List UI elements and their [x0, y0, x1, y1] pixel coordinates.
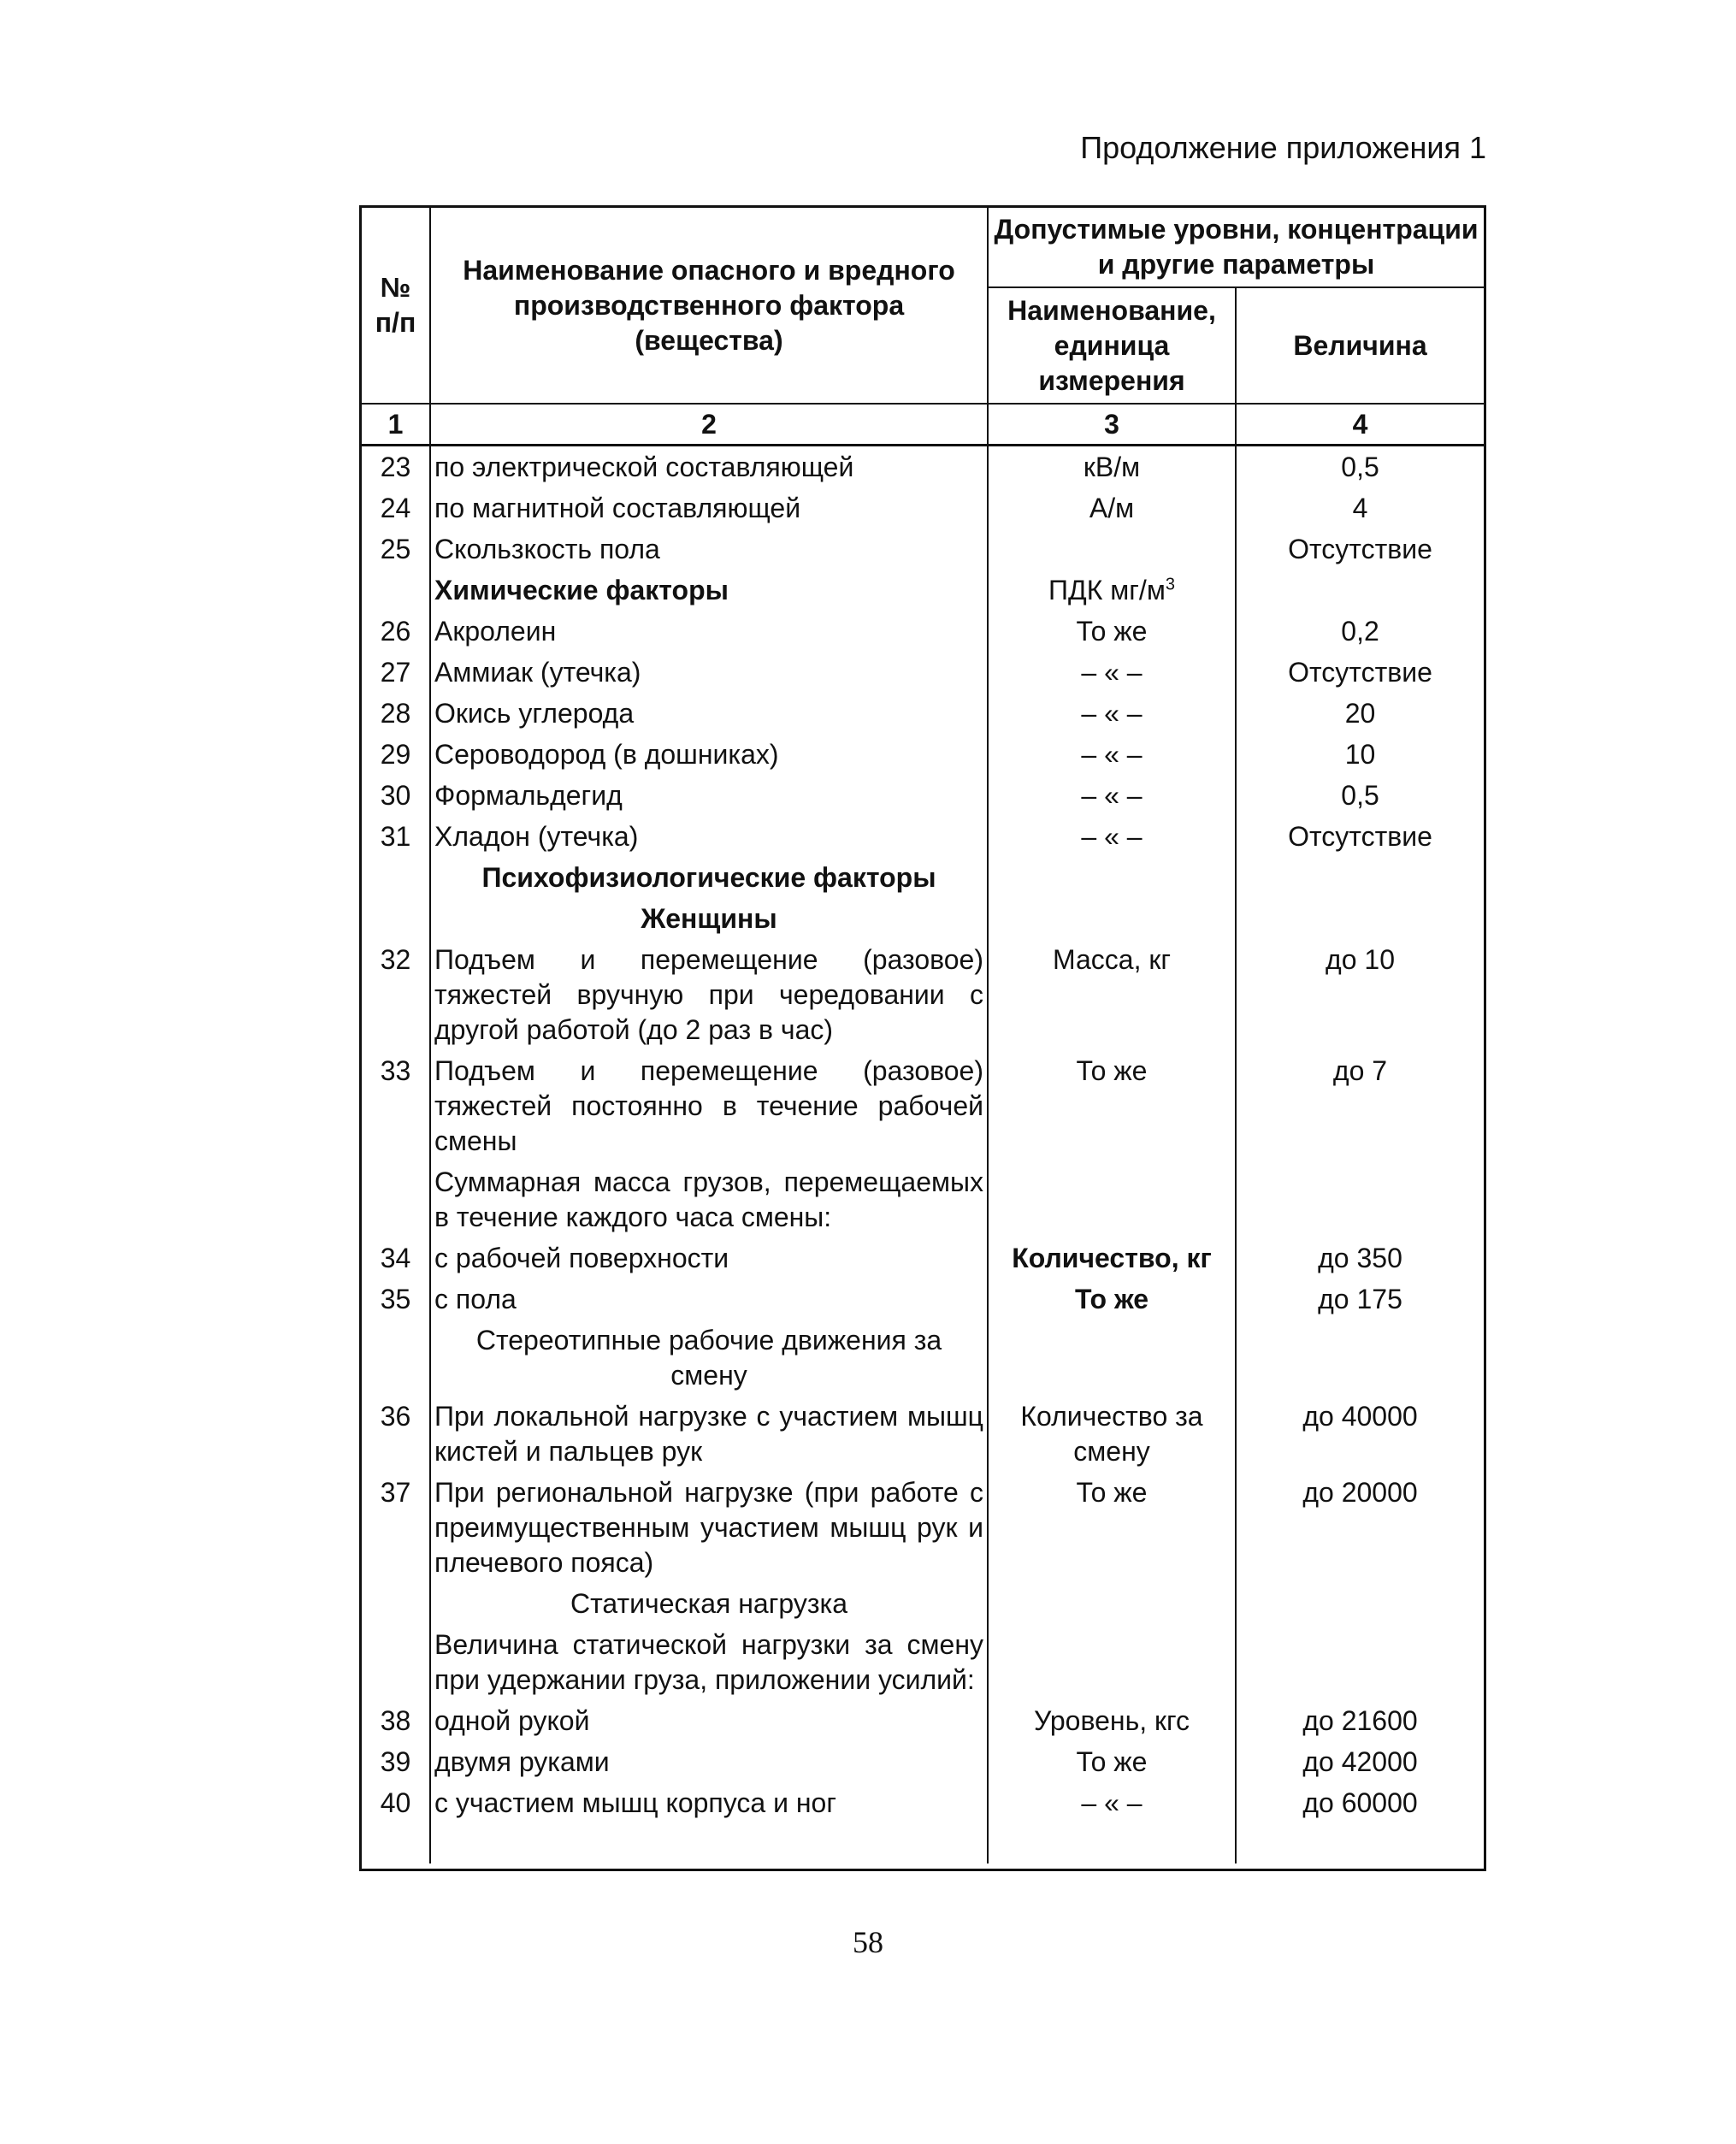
- table-row: [362, 1700, 1484, 1741]
- unit: То же: [988, 1741, 1236, 1782]
- section-title: Женщины: [430, 898, 988, 939]
- unit: То же: [988, 1472, 1236, 1583]
- row-number: 26: [362, 611, 430, 652]
- value: [1236, 1624, 1484, 1700]
- value: [1236, 857, 1484, 898]
- row-number: [362, 857, 430, 898]
- factor-name: Хладон (утечка): [430, 816, 988, 857]
- factor-name: Акролеин: [430, 611, 988, 652]
- regulation-table-frame: [359, 205, 1486, 1871]
- column-number-1: 1: [362, 404, 430, 446]
- unit: [988, 570, 1236, 611]
- regulation-table: [362, 208, 1484, 1863]
- table-row: [362, 611, 1484, 652]
- factor-name: Скользкость пола: [430, 529, 988, 570]
- row-number: [362, 1583, 430, 1624]
- value: до 175: [1236, 1279, 1484, 1320]
- unit: – « –: [988, 693, 1236, 734]
- factor-name: с рабочей поверхности: [430, 1237, 988, 1279]
- row-number: 23: [362, 446, 430, 488]
- value: до 20000: [1236, 1472, 1484, 1583]
- column-number-3: 3: [988, 404, 1236, 446]
- value: до 60000: [1236, 1782, 1484, 1823]
- table-row: [362, 487, 1484, 529]
- factor-name: При региональной нагрузке (при работе с преимущественным участием мышц рук и плечевого пояса): [430, 1472, 988, 1583]
- value: до 7: [1236, 1050, 1484, 1161]
- header-unit: Наименование, единица измерения: [988, 287, 1236, 404]
- factor-name: Аммиак (утечка): [430, 652, 988, 693]
- table-row: [362, 939, 1484, 1050]
- factor-name: Подъем и перемещение (разовое) тяжестей постоянно в течение рабочей смены: [430, 1050, 988, 1161]
- row-number: [362, 570, 430, 611]
- value: до 10: [1236, 939, 1484, 1050]
- row-number: 28: [362, 693, 430, 734]
- row-number: 40: [362, 1782, 430, 1823]
- table-row: [362, 652, 1484, 693]
- unit: Количество за смену: [988, 1396, 1236, 1472]
- column-number-2: 2: [430, 404, 988, 446]
- row-number: [362, 1320, 430, 1396]
- factor-name: по магнитной составляющей: [430, 487, 988, 529]
- unit: – « –: [988, 775, 1236, 816]
- row-number: [362, 898, 430, 939]
- value: [1236, 898, 1484, 939]
- table-row: [362, 775, 1484, 816]
- table-row: [362, 1396, 1484, 1472]
- factor-name: При локальной нагрузке с участием мышц кистей и пальцев рук: [430, 1396, 988, 1472]
- value: Отсутствие: [1236, 816, 1484, 857]
- table-body: [362, 446, 1484, 1864]
- unit: – « –: [988, 652, 1236, 693]
- table-row: [362, 529, 1484, 570]
- unit: [988, 1161, 1236, 1237]
- factor-name: Суммарная масса грузов, перемещаемых в течение каждого часа смены:: [430, 1161, 988, 1237]
- value: 10: [1236, 734, 1484, 775]
- section-row-women: [362, 898, 1484, 939]
- table-row: [362, 1782, 1484, 1823]
- value: [1236, 1161, 1484, 1237]
- value: 0,2: [1236, 611, 1484, 652]
- factor-name: Подъем и перемещение (разовое) тяжестей вручную при чередовании с другой работой (до 2 раз в час): [430, 939, 988, 1050]
- table-row: [362, 734, 1484, 775]
- unit: кВ/м: [988, 446, 1236, 488]
- table-row: [362, 1279, 1484, 1320]
- factor-name: Величина статической нагрузки за смену при удержании груза, приложении усилий:: [430, 1624, 988, 1700]
- value: до 350: [1236, 1237, 1484, 1279]
- value: Отсутствие: [1236, 529, 1484, 570]
- row-number: 27: [362, 652, 430, 693]
- unit: [988, 1320, 1236, 1396]
- value: до 40000: [1236, 1396, 1484, 1472]
- table-row: [362, 693, 1484, 734]
- header-value: Величина: [1236, 287, 1484, 404]
- value: [1236, 570, 1484, 611]
- value: Отсутствие: [1236, 652, 1484, 693]
- unit: – « –: [988, 734, 1236, 775]
- unit: Уровень, кгс: [988, 1700, 1236, 1741]
- unit: То же: [988, 1050, 1236, 1161]
- row-number: 33: [362, 1050, 430, 1161]
- unit: [988, 898, 1236, 939]
- row-number: 25: [362, 529, 430, 570]
- row-number: 30: [362, 775, 430, 816]
- table-row: [362, 1624, 1484, 1700]
- table-filler-row: [362, 1823, 1484, 1863]
- row-number: 35: [362, 1279, 430, 1320]
- value: 20: [1236, 693, 1484, 734]
- unit: То же: [988, 1279, 1236, 1320]
- page-number: 58: [853, 1925, 883, 1959]
- unit: [988, 529, 1236, 570]
- section-title: Статическая нагрузка: [430, 1583, 988, 1624]
- section-title: Психофизиологические факторы: [430, 857, 988, 898]
- factor-name: Окись углерода: [430, 693, 988, 734]
- header-number: № п/п: [362, 208, 430, 404]
- unit: – « –: [988, 816, 1236, 857]
- unit: [988, 1624, 1236, 1700]
- section-row-psychophysiological: [362, 857, 1484, 898]
- row-number: 34: [362, 1237, 430, 1279]
- section-title: Химические факторы: [430, 570, 988, 611]
- unit: А/м: [988, 487, 1236, 529]
- row-number: 39: [362, 1741, 430, 1782]
- row-number: 36: [362, 1396, 430, 1472]
- factor-name: двумя руками: [430, 1741, 988, 1782]
- unit: Количество, кг: [988, 1237, 1236, 1279]
- value: 0,5: [1236, 446, 1484, 488]
- row-number: 31: [362, 816, 430, 857]
- factor-name: Сероводород (в дошниках): [430, 734, 988, 775]
- factor-name: по электрической составляющей: [430, 446, 988, 488]
- unit: То же: [988, 611, 1236, 652]
- table-row: [362, 1161, 1484, 1237]
- column-number-4: 4: [1236, 404, 1484, 446]
- row-number: 24: [362, 487, 430, 529]
- table-row: [362, 816, 1484, 857]
- unit-superscript: 3: [1165, 575, 1175, 594]
- row-number: [362, 1161, 430, 1237]
- header-permissible-levels: Допустимые уровни, концентрации и другие параметры: [988, 208, 1484, 287]
- section-row-static-load: [362, 1583, 1484, 1624]
- factor-name: с участием мышц корпуса и ног: [430, 1782, 988, 1823]
- value: 0,5: [1236, 775, 1484, 816]
- table-row: [362, 1237, 1484, 1279]
- page-header: Продолжение приложения 1: [1080, 130, 1486, 165]
- table-row: [362, 1050, 1484, 1161]
- row-number: 29: [362, 734, 430, 775]
- unit: [988, 1583, 1236, 1624]
- header-factor-name: Наименование опасного и вредного производственного фактора (вещества): [430, 208, 988, 404]
- value: [1236, 1583, 1484, 1624]
- unit: Масса, кг: [988, 939, 1236, 1050]
- value: до 21600: [1236, 1700, 1484, 1741]
- factor-name: одной рукой: [430, 1700, 988, 1741]
- unit: [988, 857, 1236, 898]
- section-row-stereotyped-movements: [362, 1320, 1484, 1396]
- factor-name: с пола: [430, 1279, 988, 1320]
- row-number: [362, 1624, 430, 1700]
- row-number: 32: [362, 939, 430, 1050]
- section-title: Стереотипные рабочие движения за смену: [430, 1320, 988, 1396]
- table-row: [362, 1472, 1484, 1583]
- factor-name: Формальдегид: [430, 775, 988, 816]
- row-number: 38: [362, 1700, 430, 1741]
- row-number: 37: [362, 1472, 430, 1583]
- value: 4: [1236, 487, 1484, 529]
- table-row: [362, 1741, 1484, 1782]
- unit-text: ПДК мг/м: [1048, 575, 1166, 605]
- section-row-chemical: [362, 570, 1484, 611]
- value: до 42000: [1236, 1741, 1484, 1782]
- unit: – « –: [988, 1782, 1236, 1823]
- table-row: [362, 446, 1484, 488]
- value: [1236, 1320, 1484, 1396]
- table-header: [362, 208, 1484, 446]
